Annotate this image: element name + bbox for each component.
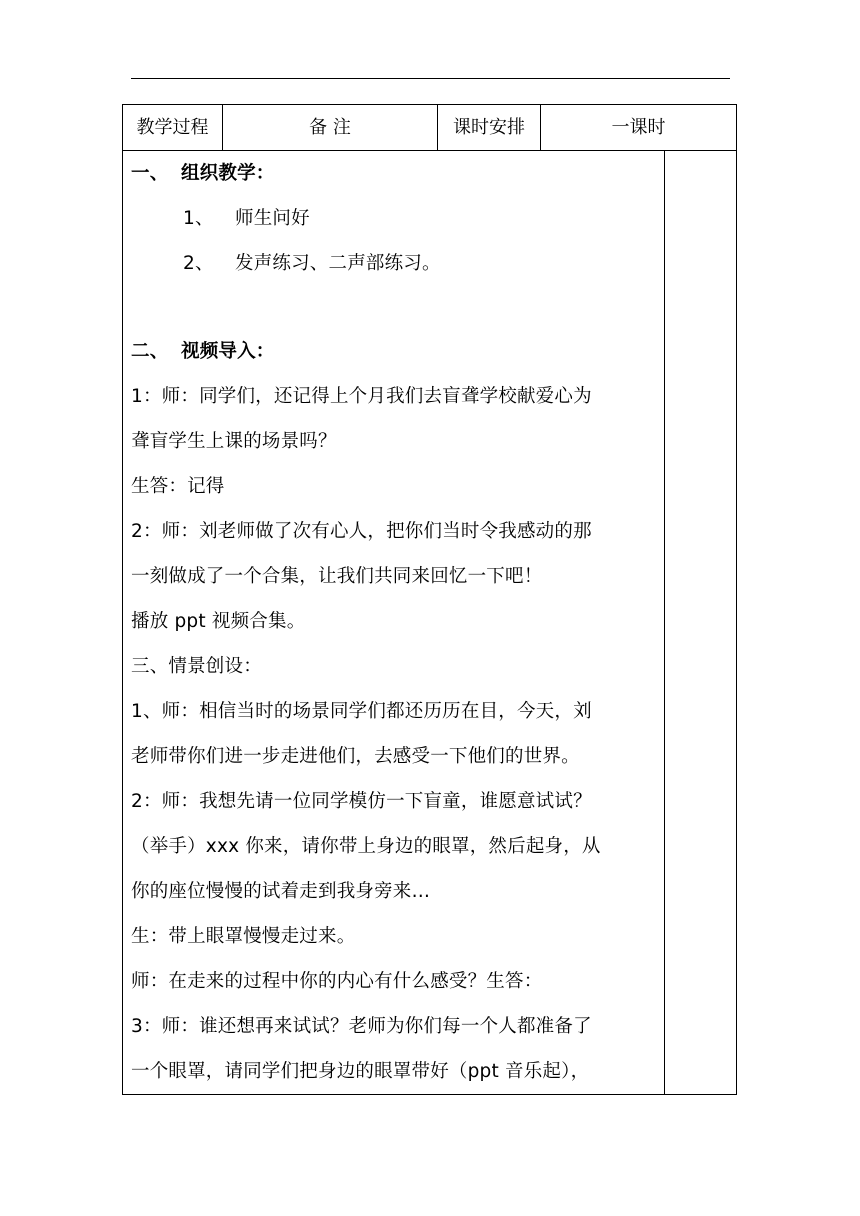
- table-header-row: [123, 105, 736, 151]
- list-item: 2、 发声练习、二声部练习。: [183, 253, 441, 274]
- text-line: 2：师：刘老师做了次有心人，把你们当时令我感动的那: [131, 521, 592, 542]
- text-line: 三、情景创设：: [131, 656, 262, 677]
- header-notes: 备 注: [223, 105, 438, 150]
- header-rule: [131, 78, 730, 79]
- header-class-schedule: 课时安排: [438, 105, 541, 150]
- header-teaching-process: 教学过程: [123, 105, 223, 150]
- text-line: 一刻做成了一个合集，让我们共同来回忆一下吧！: [131, 566, 543, 587]
- text-line: 播放 ppt 视频合集。: [131, 611, 306, 632]
- section-heading: 二、 视频导入：: [131, 341, 275, 362]
- text-line: 1、师：相信当时的场景同学们都还历历在目，今天，刘: [131, 701, 592, 722]
- text-line: 1：师：同学们，还记得上个月我们去盲聋学校献爱心为: [131, 386, 592, 407]
- text-line: 你的座位慢慢的试着走到我身旁来…: [131, 881, 431, 902]
- text-line: 聋盲学生上课的场景吗？: [131, 431, 337, 452]
- teaching-process-content: [131, 151, 661, 1094]
- text-line: 2：师：我想先请一位同学模仿一下盲童，谁愿意试试？: [131, 791, 592, 812]
- text-line: 生答：记得: [131, 476, 225, 497]
- text-line: （举手）xxx 你来，请你带上身边的眼罩，然后起身，从: [131, 836, 601, 857]
- lesson-plan-table: [122, 104, 737, 1095]
- text-line: 生：带上眼罩慢慢走过来。: [131, 926, 356, 947]
- notes-column-divider: [664, 151, 665, 1094]
- text-line: 3：师：谁还想再来试试？老师为你们每一个人都准备了: [131, 1016, 592, 1037]
- blank-line: [131, 286, 661, 329]
- header-class-count: 一课时: [611, 117, 666, 138]
- text-line: 一个眼罩，请同学们把身边的眼罩带好（ppt 音乐起），: [131, 1061, 590, 1082]
- section-heading: 一、 组织教学：: [131, 163, 275, 184]
- list-item: 1、 师生问好: [183, 208, 310, 229]
- text-line: 老师带你们进一步走进他们，去感受一下他们的世界。: [131, 746, 580, 767]
- text-line: 师：在走来的过程中你的内心有什么感受？生答：: [131, 971, 543, 992]
